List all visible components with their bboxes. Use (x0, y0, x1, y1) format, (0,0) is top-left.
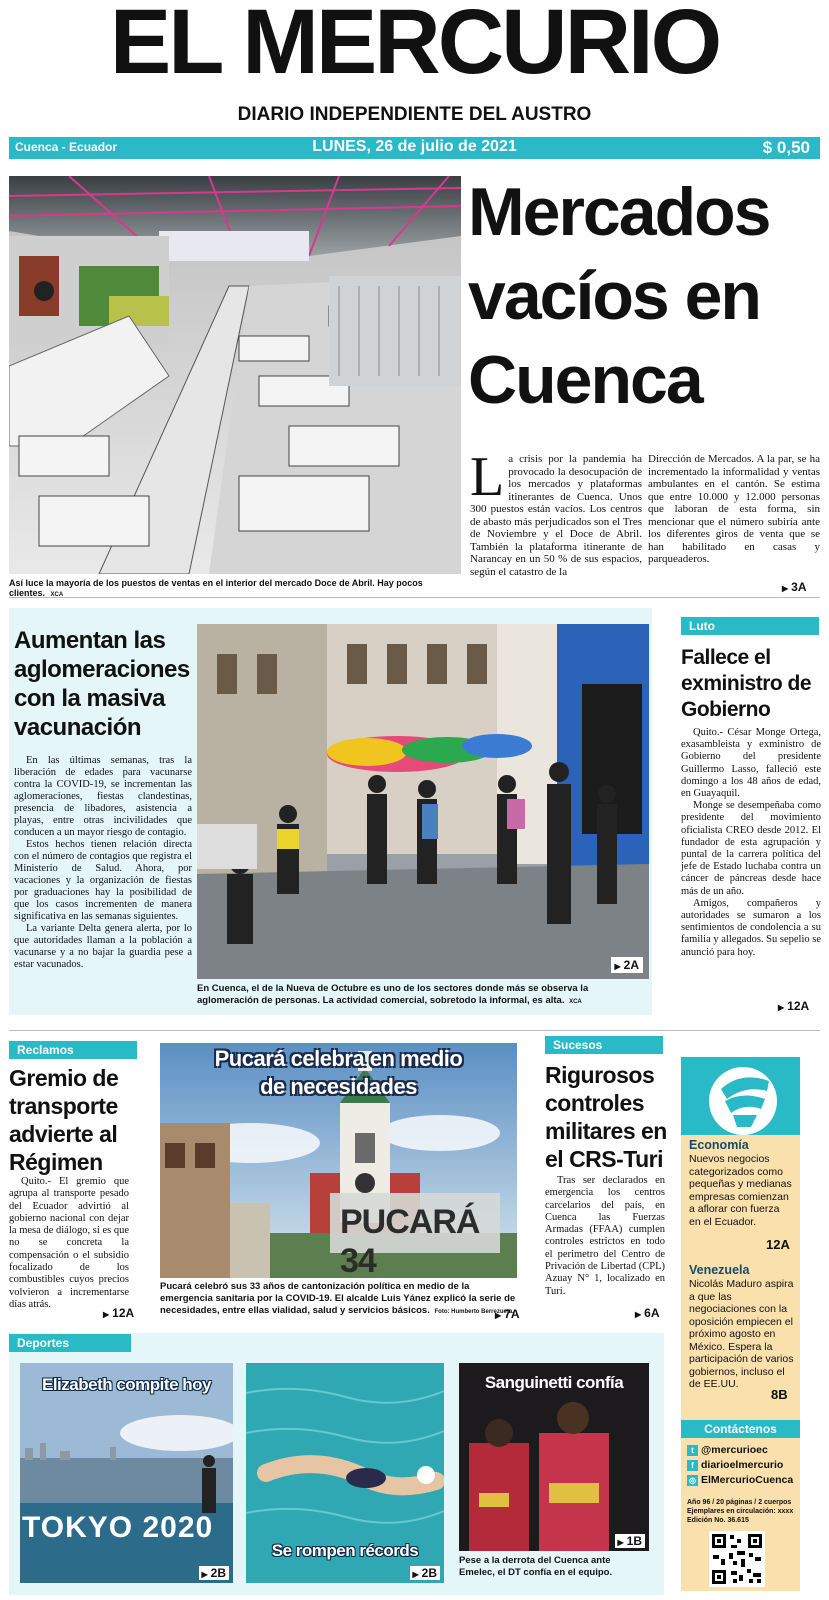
edition-line3: Edición No. 36.615 (687, 1517, 749, 1524)
sport3-title: Sanguinetti confía (484, 1373, 624, 1392)
sport2-ref: ▶ 2B (410, 1566, 441, 1580)
military-headline: Rigurosos controles militares en el CRS-Turi (545, 1062, 667, 1172)
venezuela-ref: 8B (771, 1387, 788, 1402)
contact-list (687, 1443, 800, 1488)
lead-body-col2: Dirección de Mercados. A la par, se ha incrementado la informalidad y ventas ambulantes en el cantón. Se estima que entre 10.000 y 12.000 personas que laboran de esta forma, sin mencionar que el número subiría ante los diferentes giros de venta que se han habilitado en casas y parqueaderos. (648, 453, 820, 565)
contact-title: Contáctenos (681, 1420, 800, 1438)
pucara-caption-text: Pucará celebró sus 33 años de cantonización política en medio de la emergencia sanitaria por la COVID-19. El alcalde Luis Yánez explicó la serie de necesidades, entre ellas vialidad, salud y servicios básicos. (160, 1281, 516, 1316)
sport2-title: Se rompen récords (271, 1541, 419, 1560)
qr-code-icon[interactable] (709, 1531, 765, 1587)
dateline-price: $ 0,50 (762, 138, 810, 157)
vaccination-p3: La variante Delta genera alerta, por lo que autoridades llaman a la población a vacunarse y a no bajar la guardia pese a estar vacunados. (14, 923, 192, 970)
pucara-headline-line1: Pucará celebra en medio (214, 1046, 463, 1071)
military-ref: ▶ 6A (635, 1306, 660, 1320)
transport-ref: ▶ 12A (103, 1306, 134, 1320)
instagram-handle: ElMercurioCuenca (701, 1474, 794, 1486)
economia-ref: 12A (766, 1237, 790, 1252)
sport3-caption: Pese a la derrota del Cuenca ante Emelec, el DT confía en el equipo. (459, 1555, 613, 1578)
lead-col1-text: a crisis por la pandemia ha provocado la desocupación de los mercados y plataformas itinerantes de Cuenca. Unos 300 puestos están vacíos. Los centros de abasto más perjudicados son el Tres de Noviembre y el Doce de Abril. También la plataforma itinerante de Narancay en un 50 % de sus espacios, según el catastro de la (470, 453, 642, 578)
pucara-ref: ▶ 7A (495, 1307, 520, 1321)
vaccination-body (14, 755, 192, 971)
sport1-title: Elizabeth compite hoy (42, 1375, 211, 1394)
instagram-icon: ◎ (687, 1475, 698, 1486)
pucara-photo (160, 1043, 517, 1278)
market-caption (9, 578, 461, 598)
economia-title: Economía (689, 1138, 749, 1152)
obituary-p3: Amigos, compañeros y autoridades se sumaron a los sentimientos de condolencia a su familia y allegados. Su sepelio se anunció para hoy. (681, 897, 821, 958)
vaccination-ref: ▶ 2A (611, 957, 644, 973)
street-illustration (197, 624, 649, 979)
mercury-logo-icon (681, 1057, 800, 1135)
lead-headline: Mercados vacíos en Cuenca (468, 174, 770, 418)
market-photo (9, 176, 461, 574)
street-photo (197, 624, 649, 979)
sports-badge: Deportes (9, 1334, 131, 1352)
transport-body: Quito.- El gremio que agrupa al transporte pesado del Ecuador advirtió al gobierno nacional con dejar la mesa de diálogo, si es que no se concreta la compensación o el subsidio focalizado de los combustibles cuyos precios volvieron a incrementarse días atrás. (9, 1176, 129, 1310)
venezuela-title: Venezuela (689, 1263, 750, 1277)
divider-1 (9, 597, 820, 598)
pucara-headline-line2: de necesidades (260, 1074, 417, 1099)
market-caption-text: Así luce la mayoría de los puestos de ventas en el interior del mercado Doce de Abril. Hay pocos clientes. (9, 578, 423, 598)
pucara-headline (160, 1045, 517, 1101)
vaccination-caption (197, 983, 649, 1008)
edition-line1: Año 96 / 20 páginas / 2 cuerpos (687, 1499, 792, 1506)
divider-2 (9, 1030, 820, 1031)
dateline-date: LUNES, 26 de julio de 2021 (312, 138, 517, 155)
sport1-ref: ▶ 2B (199, 1566, 230, 1580)
dateline-location: Cuenca - Ecuador (15, 140, 118, 154)
tokyo-banner: TOKYO 2020 (22, 1511, 214, 1544)
obituary-ref: ▶ 12A (778, 999, 809, 1013)
obituary-badge: Luto (681, 617, 819, 635)
vaccination-headline: Aumentan las aglomeraciones con la masiva vacunación (14, 627, 190, 741)
market-illustration (9, 176, 461, 574)
obituary-p1: Quito.- César Monge Ortega, exasambleista y exministro de Gobierno del presidente Guillermo Lasso, falleció este domingo a los 48 años de edad, en Guayaquil. (681, 727, 821, 800)
economia-text: Nuevos negocios categorizados como pequeñas y medianas empresas comienzan a aflorar con fuerza en el Ecuador. (689, 1153, 792, 1228)
vaccination-caption-credit: XCA (569, 999, 582, 1005)
contact-instagram[interactable] (687, 1473, 800, 1488)
lead-dropcap: L (470, 446, 505, 508)
contact-twitter[interactable] (687, 1443, 800, 1458)
twitter-icon: t (687, 1445, 698, 1456)
sport-photo-football (459, 1363, 649, 1551)
masthead-subtitle: DIARIO INDEPENDIENTE DEL AUSTRO (237, 104, 592, 125)
transport-badge: Reclamos (9, 1041, 137, 1059)
transport-headline: Gremio de transporte advierte al Régimen (9, 1065, 119, 1175)
tokyo-illustration (20, 1363, 233, 1583)
sport3-ref: ▶ 1B (615, 1534, 646, 1548)
pucara-caption (160, 1281, 517, 1318)
twitter-handle: @mercurioec (701, 1444, 768, 1456)
edition-info (687, 1498, 800, 1525)
masthead-title: EL MERCURIO (109, 0, 720, 93)
obituary-body (681, 727, 821, 959)
facebook-handle: diarioelmercurio (701, 1459, 784, 1471)
sidebar-logo (681, 1057, 800, 1135)
military-badge: Sucesos (545, 1036, 663, 1054)
military-body: Tras ser declarados en emergencia los centros carcelarios del país, en Cuenca las Fuerzas Armadas (FFAA) cumplen controles estrictos en todo el perimetro del Centro de Privación de Libertad (CPL) Azuay N° 1, localizado en Turi. (545, 1175, 665, 1297)
vaccination-p1: En las últimas semanas, tras la liberación de edades para vacunarse contra la COVID-19, se incrementan las aglomeraciones, fiestas clandestinas, presencia de libadores, asistencia a playas, entre otras incivilidades que conducen a un mayor riesgo de contagio. (14, 755, 192, 838)
venezuela-text: Nicolás Maduro aspira a que las negociaciones con la oposición empiecen el próximo agosto en México. Espera la participación de varios gobiernos, incluso el de EE.UU. (689, 1278, 794, 1390)
qr-code-graphic (709, 1531, 765, 1587)
pucara-caption-credit: Foto: Humberto Berrezueta. (434, 1309, 514, 1315)
market-caption-credit: XCA (50, 592, 64, 598)
lead-body-col1 (470, 446, 642, 578)
lead-ref: ▶ 3A (782, 580, 807, 594)
contact-facebook[interactable] (687, 1458, 800, 1473)
obituary-p2: Monge se desempeñaba como presidente del movimiento oficialista CREO desde 2012. El fundador de esta agrupación y puntal de la carrera política del jefe de Estado luchaba contra un cáncer de páncreas desde hace más de un año. (681, 800, 821, 897)
facebook-icon: f (687, 1460, 698, 1471)
sport-photo-swim (246, 1363, 444, 1583)
vaccination-caption-text: En Cuenca, el de la Nueva de Octubre es uno de los sectores donde más se observa la aglomeración de personas. La actividad comercial, sobretodo la informal, es alta. (197, 983, 589, 1006)
edition-line2: Ejemplares en circulación: xxxx (687, 1508, 794, 1515)
pucara-sign: PUCARÁ 34 (340, 1203, 480, 1278)
date-bar (9, 137, 820, 159)
obituary-headline: Fallece el exministro de Gobierno (681, 646, 812, 721)
vaccination-p2: Estos hechos tienen relación directa con el número de contagios que registra el Ministerio de Salud. Ahora, por vacaciones y la organización de fiestas por graduaciones hay la posibilidad de que los casos incrementen de manera significativa en las semanas siguientes. (14, 839, 192, 922)
sport-photo-tokyo (20, 1363, 233, 1583)
